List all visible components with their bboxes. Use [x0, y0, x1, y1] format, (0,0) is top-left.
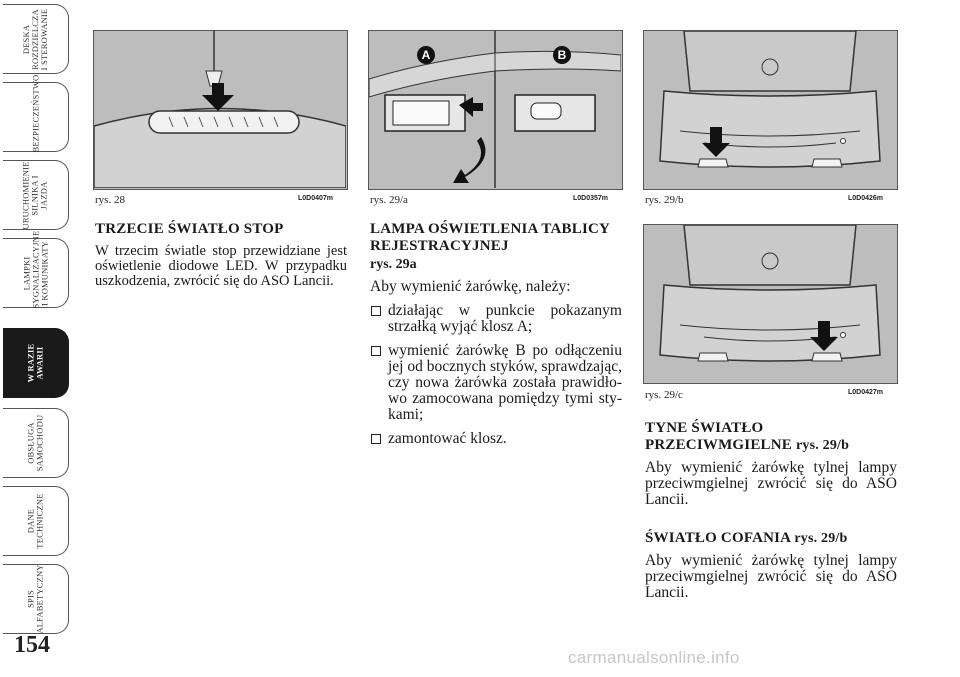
third-stop-light-illustration — [94, 31, 346, 188]
figure-29b-caption: rys. 29/b — [645, 194, 684, 206]
figure-29c-caption: rys. 29/c — [645, 389, 683, 401]
figure-29c-code: L0D0427m — [848, 389, 884, 396]
list-item: działając w punkcie pokazanym strzałką wyjąć klosz A; — [370, 303, 622, 335]
figure-29a-code: L0D0357m — [573, 195, 609, 202]
page-number: 154 — [14, 632, 50, 658]
figure-29b-code: L0D0426m — [848, 195, 884, 202]
section-intro: Aby wymienić żarówkę, należy: — [370, 278, 571, 295]
tab-uruchomienie[interactable]: URUCHOMIENIE SILNIKA I JAZDA — [3, 160, 69, 230]
figure-28 — [93, 30, 348, 190]
reversing-light-text: Aby wymienić żarówkę tylnej lampy przeciwmgielnej zwrócić się do ASO Lancii. — [645, 552, 897, 601]
figure-29b — [643, 30, 898, 190]
chapter-sidebar — [0, 0, 73, 640]
figure-29c — [643, 224, 898, 384]
list-item: zamontować klosz. — [370, 431, 622, 447]
license-plate-lamp-section — [370, 221, 622, 455]
figure-28-caption: rys. 28 — [95, 194, 125, 206]
tab-deska-rozdzielcza[interactable]: DESKA ROZDZIELCZA I STEROWANIE — [3, 4, 69, 74]
label-a: A — [421, 48, 431, 62]
tab-obsluga[interactable]: OBSŁUGA SAMOCHODU — [3, 408, 69, 478]
tab-lampki[interactable]: LAMPKI SYGNALIZACYJNE I KOMUNIKATY — [3, 238, 69, 308]
section-heading: LAMPA OŚWIETLENIA TABLICY REJESTRACYJNEJ — [370, 221, 610, 254]
instruction-list — [370, 303, 622, 447]
label-b: B — [557, 48, 567, 62]
tab-bezpieczenstwo[interactable]: BEZPIECZEŃSTWO — [3, 82, 69, 152]
tab-spis[interactable]: SPIS ALFABETYCZNY — [3, 564, 69, 634]
fog-light-heading: TYNE ŚWIATŁO PRZECIWMGIELNE rys. 29/b — [645, 420, 850, 453]
figure-28-code: L0D0407m — [298, 195, 334, 202]
checkbox-bullet-icon — [371, 346, 381, 356]
car-rear-fog-light-illustration — [644, 31, 896, 188]
reversing-light-heading: ŚWIATŁO COFANIA rys. 29/b — [645, 530, 848, 546]
list-item: wymienić żarówkę B po odłączeniu jej od bocznych styków, sprawdzając, czy nowa żarówka została prawidłowo zamocowana pomiędzy tymi stykami; — [370, 343, 622, 423]
checkbox-bullet-icon — [371, 306, 381, 316]
third-stop-light-section — [95, 221, 347, 297]
figure-29a — [368, 30, 623, 190]
license-plate-lamp-illustration — [369, 31, 621, 188]
figure-29a-caption: rys. 29/a — [370, 194, 408, 206]
tab-dane-techniczne[interactable]: DANE TECHNICZNE — [3, 486, 69, 556]
checkbox-bullet-icon — [371, 434, 381, 444]
section-heading: TRZECIE ŚWIATŁO STOP — [95, 221, 284, 237]
fog-and-reversing-light-section — [645, 420, 897, 609]
fog-light-text: Aby wymienić żarówkę tylnej lampy przeciwmgielnej zwrócić się do ASO Lancii. — [645, 459, 897, 508]
section-figure-ref: rys. 29a — [370, 257, 417, 272]
car-reversing-light-illustration — [644, 225, 896, 382]
watermark: carmanualsonline.info — [568, 648, 740, 667]
section-text: W trzecim światle stop przewidziane jest oświetlenie diodowe LED. W przypadku uszkodzenia, zwrócić się do ASO Lancii. — [95, 243, 347, 289]
tab-w-razie-awarii[interactable]: W RAZIE AWARII — [3, 328, 69, 398]
